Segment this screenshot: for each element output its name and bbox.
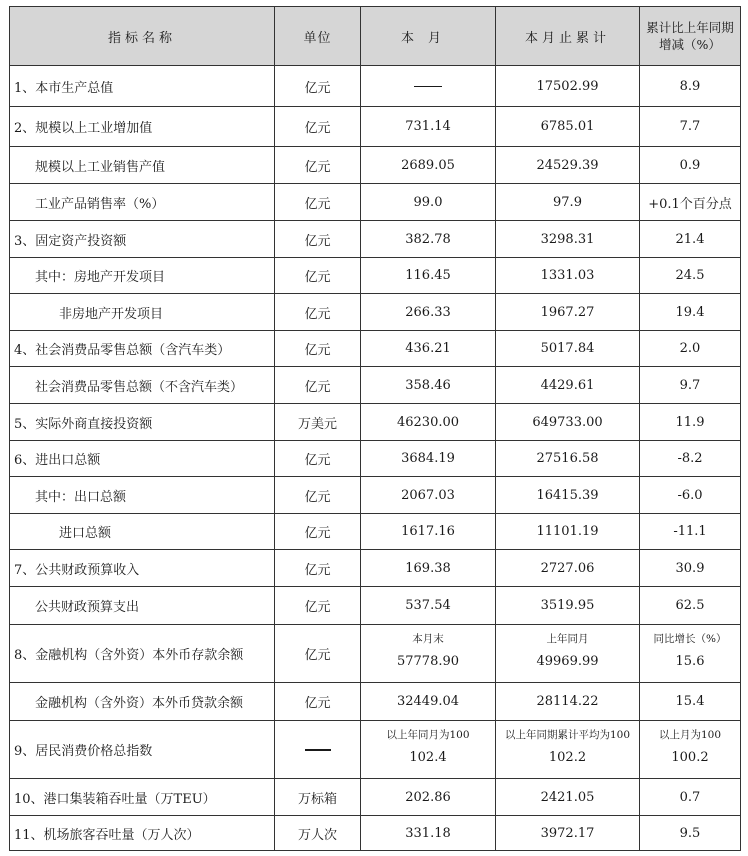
- sublabel-base-cumulative-avg: 以上年同期累计平均为100: [504, 729, 631, 741]
- table-row: [10, 816, 741, 851]
- row-growth: 21.4: [640, 221, 741, 258]
- row-cumulative: 4429.61: [496, 367, 640, 404]
- table-header-row: [10, 7, 741, 66]
- header-growth-line2: 增减（%）: [659, 37, 721, 52]
- loan-last-year: 28114.22: [496, 683, 640, 721]
- value-yoy-growth: 15.6: [675, 654, 705, 669]
- row-growth: 24.5: [640, 258, 741, 294]
- row-cumulative: 5017.84: [496, 331, 640, 367]
- row-cumulative: 2421.05: [496, 779, 640, 816]
- row-month: 436.21: [361, 331, 496, 367]
- row-growth: 8.9: [640, 66, 741, 107]
- row-cumulative: 27516.58: [496, 441, 640, 477]
- table-row: [10, 587, 741, 625]
- row-month: 358.46: [361, 367, 496, 404]
- table-row: [10, 477, 741, 514]
- row-cumulative: 3298.31: [496, 221, 640, 258]
- header-month: 本月: [361, 7, 496, 66]
- row-cumulative: 3519.95: [496, 587, 640, 625]
- row-unit: 亿元: [275, 683, 361, 721]
- row-growth: 19.4: [640, 294, 741, 331]
- row-growth: 11.9: [640, 404, 741, 441]
- row-unit: 亿元: [275, 258, 361, 294]
- row-growth: 2.0: [640, 331, 741, 367]
- row-unit: 亿元: [275, 184, 361, 221]
- row-cumulative: 3972.17: [496, 816, 640, 851]
- row-unit: [275, 721, 361, 779]
- row-month: [361, 66, 496, 107]
- row-month: 116.45: [361, 258, 496, 294]
- row-growth: 9.5: [640, 816, 741, 851]
- sublabel-base-last-month: 以上月为100: [658, 729, 722, 741]
- row-cumulative: 6785.01: [496, 107, 640, 147]
- row-month: 46230.00: [361, 404, 496, 441]
- table-row: [10, 331, 741, 367]
- row-unit: 亿元: [275, 550, 361, 587]
- row-growth: 9.7: [640, 367, 741, 404]
- row-name: 非房地产开发项目: [10, 294, 275, 331]
- row-month: 537.54: [361, 587, 496, 625]
- row-name: 3、固定资产投资额: [10, 221, 275, 258]
- sublabel-base-last-year-month: 以上年同月为100: [386, 729, 470, 741]
- table-row: [10, 221, 741, 258]
- deposit-growth: [640, 625, 741, 683]
- loan-growth: 15.4: [640, 683, 741, 721]
- table-row: [10, 107, 741, 147]
- row-month: 169.38: [361, 550, 496, 587]
- row-cumulative: 17502.99: [496, 66, 640, 107]
- row-unit: 亿元: [275, 625, 361, 683]
- row-cumulative: 649733.00: [496, 404, 640, 441]
- table-row: [10, 294, 741, 331]
- row-unit: 亿元: [275, 107, 361, 147]
- table-row: [10, 779, 741, 816]
- row-name: 公共财政预算支出: [10, 587, 275, 625]
- row-unit: 亿元: [275, 514, 361, 550]
- sublabel-yoy-growth: 同比增长（%）: [653, 633, 727, 645]
- table-row: [10, 441, 741, 477]
- row-cumulative: 1331.03: [496, 258, 640, 294]
- row-cumulative: 11101.19: [496, 514, 640, 550]
- row-name: 4、社会消费品零售总额（含汽车类）: [10, 331, 275, 367]
- cpi-vs-last-month: [640, 721, 741, 779]
- header-cumulative: 本月止累计: [496, 7, 640, 66]
- row-growth: 0.7: [640, 779, 741, 816]
- sublabel-last-year: 上年同月: [546, 633, 589, 645]
- table-row-loan: [10, 683, 741, 721]
- row-name: 其中：出口总额: [10, 477, 275, 514]
- row-unit: 亿元: [275, 147, 361, 184]
- row-month: 266.33: [361, 294, 496, 331]
- row-growth: 30.9: [640, 550, 741, 587]
- row-month: 331.18: [361, 816, 496, 851]
- value-month-end: 57778.90: [396, 654, 460, 669]
- table-row: [10, 550, 741, 587]
- row-name: 11、机场旅客吞吐量（万人次）: [10, 816, 275, 851]
- header-name: 指标名称: [10, 7, 275, 66]
- row-month: 99.0: [361, 184, 496, 221]
- row-growth: 0.9: [640, 147, 741, 184]
- row-growth: 7.7: [640, 107, 741, 147]
- row-unit: 亿元: [275, 221, 361, 258]
- row-unit: 亿元: [275, 367, 361, 404]
- cpi-vs-cumulative-avg: [496, 721, 640, 779]
- row-name: 进口总额: [10, 514, 275, 550]
- row-name: 6、进出口总额: [10, 441, 275, 477]
- header-growth: [640, 7, 741, 66]
- sublabel-month-end: 本月末: [412, 633, 444, 645]
- value-cpi-cumulative: 102.2: [548, 750, 587, 765]
- row-name: 2、规模以上工业增加值: [10, 107, 275, 147]
- value-cpi-yoy: 102.4: [409, 750, 447, 765]
- row-name: 7、公共财政预算收入: [10, 550, 275, 587]
- row-name: 5、实际外商直接投资额: [10, 404, 275, 441]
- dash-mark: [414, 86, 442, 87]
- row-unit: 亿元: [275, 331, 361, 367]
- value-last-year: 49969.99: [536, 654, 599, 669]
- row-growth: -6.0: [640, 477, 741, 514]
- table-row: [10, 404, 741, 441]
- row-month: 731.14: [361, 107, 496, 147]
- table-row: [10, 514, 741, 550]
- value-cpi-mom: 100.2: [671, 750, 709, 765]
- table-row: [10, 258, 741, 294]
- row-month: 2067.03: [361, 477, 496, 514]
- row-growth: 62.5: [640, 587, 741, 625]
- row-name: 社会消费品零售总额（不含汽车类）: [10, 367, 275, 404]
- row-month: 2689.05: [361, 147, 496, 184]
- row-month: 382.78: [361, 221, 496, 258]
- economic-indicators-table: [9, 6, 741, 851]
- row-unit: 亿元: [275, 477, 361, 514]
- table-row: [10, 367, 741, 404]
- row-unit: 亿元: [275, 441, 361, 477]
- row-month: 202.86: [361, 779, 496, 816]
- row-cumulative: 1967.27: [496, 294, 640, 331]
- table-row: [10, 66, 741, 107]
- row-growth: +0.1个百分点: [640, 184, 741, 221]
- row-name: 9、居民消费价格总指数: [10, 721, 275, 779]
- table-row-deposit: [10, 625, 741, 683]
- row-name: 其中：房地产开发项目: [10, 258, 275, 294]
- table-row: [10, 184, 741, 221]
- loan-current: 32449.04: [361, 683, 496, 721]
- deposit-last-year: [496, 625, 640, 683]
- row-unit: 亿元: [275, 294, 361, 331]
- header-growth-line1: 累计比上年同期: [646, 20, 734, 35]
- row-month: 1617.16: [361, 514, 496, 550]
- dash-mark: [305, 749, 331, 751]
- row-unit: 万标箱: [275, 779, 361, 816]
- row-name: 10、港口集装箱吞吐量（万TEU）: [10, 779, 275, 816]
- row-month: 3684.19: [361, 441, 496, 477]
- row-cumulative: 24529.39: [496, 147, 640, 184]
- cpi-vs-last-year-month: [361, 721, 496, 779]
- row-name: 工业产品销售率（%）: [10, 184, 275, 221]
- row-cumulative: 97.9: [496, 184, 640, 221]
- row-cumulative: 2727.06: [496, 550, 640, 587]
- row-growth: -8.2: [640, 441, 741, 477]
- row-unit: 万美元: [275, 404, 361, 441]
- row-unit: 亿元: [275, 66, 361, 107]
- row-cumulative: 16415.39: [496, 477, 640, 514]
- row-growth: -11.1: [640, 514, 741, 550]
- row-name: 8、金融机构（含外资）本外币存款余额: [10, 625, 275, 683]
- row-name: 规模以上工业销售产值: [10, 147, 275, 184]
- table-row-cpi: [10, 721, 741, 779]
- header-unit: 单位: [275, 7, 361, 66]
- row-unit: 万人次: [275, 816, 361, 851]
- row-unit: 亿元: [275, 587, 361, 625]
- table-row: [10, 147, 741, 184]
- row-name: 1、本市生产总值: [10, 66, 275, 107]
- row-name: 金融机构（含外资）本外币贷款余额: [10, 683, 275, 721]
- deposit-current: [361, 625, 496, 683]
